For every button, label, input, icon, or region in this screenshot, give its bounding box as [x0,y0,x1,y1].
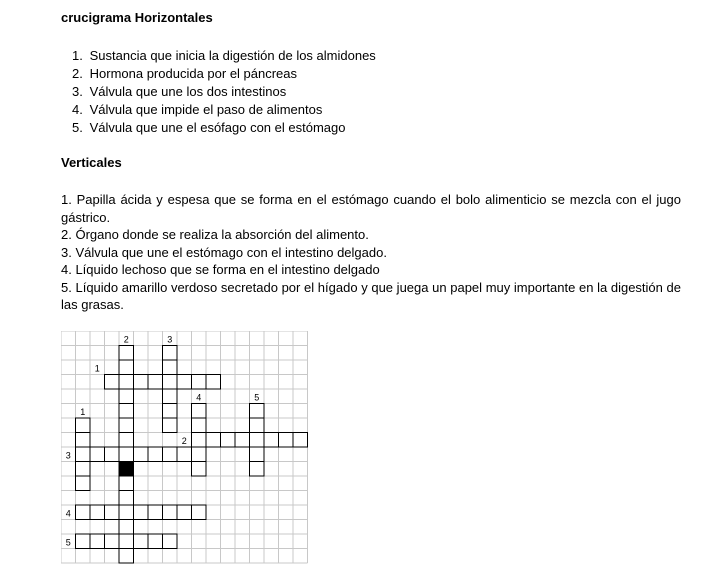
crossword-cell [76,433,91,448]
list-item: 3. Válvula que une el estómago con el intestino delgado. [61,244,387,260]
crossword-cell [134,534,149,549]
list-item: 2. Órgano donde se realiza la absorción del alimento. [61,227,369,242]
crossword-cell [76,462,91,477]
crossword-cell [134,375,149,390]
crossword-cell [177,375,192,390]
horizontal-clues [72,47,376,137]
clue-number: 2 [123,334,129,345]
crossword-cell [148,534,163,549]
list-item: 4. Líquido lechoso que se forma en el intestino delgado [61,262,380,277]
crossword-cell [119,505,134,520]
crossword-grid [61,331,313,571]
crossword-cell [250,433,265,448]
crossword-cell [250,404,265,419]
crossword-cell [119,549,134,564]
vertical-clues [61,191,681,314]
crossword-cell [90,447,105,462]
crossword-cell [119,476,134,491]
list-item: 2. Hormona producida por el páncreas [72,66,298,81]
crossword-cell [192,433,207,448]
clue-number: 3 [167,334,173,345]
crossword-cell [148,447,163,462]
crossword-cell [76,476,91,491]
crossword-cell [119,389,134,404]
crossword-cell [90,505,105,520]
list-item: 4. Válvula que impide el paso de alimentos [72,102,323,117]
crossword-cell [119,491,134,506]
crossword-cell [250,447,265,462]
crossword-cell [293,433,308,448]
crossword-cell [235,433,250,448]
crossword-cell [264,433,279,448]
crossword-cell [206,375,221,390]
page-title: crucigrama Horizontales [61,10,213,25]
crossword-cell [192,404,207,419]
list-item: 5. Válvula que une el esófago con el estómago [72,120,346,135]
crossword-cell [119,360,134,375]
crossword-cell [163,534,178,549]
crossword-cell [119,534,134,549]
crossword-cell [163,418,178,433]
crossword-cell [163,505,178,520]
crossword-cell [163,360,178,375]
crossword-cell [250,462,265,477]
clue-number: 1 [80,407,86,417]
clue-number: 3 [65,450,71,461]
crossword-cell [76,418,91,433]
crossword-cell [105,375,120,390]
crossword-cell [163,375,178,390]
crossword-cell [76,534,91,549]
list-item: 1. Papilla ácida y espesa que se forma en el estómago cuando el bolo alimenticio se mezcla con el jugo gástrico. [61,192,681,225]
crossword-cell [192,505,207,520]
list-item: 3. Válvula que une los dos intestinos [72,84,287,99]
crossword-cell [177,447,192,462]
crossword-cell [163,389,178,404]
crossword-cell [105,447,120,462]
clue-number: 4 [196,392,202,403]
crossword-cell [119,404,134,419]
crossword-cell [119,346,134,361]
crossword-cell [76,447,91,462]
crossword-cell [192,375,207,390]
clue-number: 5 [65,537,71,548]
crossword-cell [163,404,178,419]
clue-number: 5 [254,392,260,403]
crossword-cell [163,346,178,361]
crossword-cell [105,534,120,549]
crossword-cell [148,375,163,390]
crossword-cell [119,433,134,448]
crossword-cell [119,447,134,462]
crossword-cell [206,433,221,448]
section-heading-verticales: Verticales [61,155,122,170]
crossword-cell [134,505,149,520]
crossword-cell [192,418,207,433]
crossword-cell [221,433,236,448]
clue-number: 2 [181,436,187,446]
black-cell [119,462,134,477]
crossword-cell [119,375,134,390]
crossword-cell [90,534,105,549]
list-item: 5. Líquido amarillo verdoso secretado por el hígado y que juega un papel muy importante en la digestión de las grasas. [61,279,681,312]
crossword-cell [76,505,91,520]
crossword-cell [119,520,134,535]
crossword-cell [163,447,178,462]
crossword-cell [192,462,207,477]
crossword-cell [134,447,149,462]
crossword-cell [250,418,265,433]
crossword-cell [192,447,207,462]
crossword-cell [279,433,294,448]
list-item: 1. Sustancia que inicia la digestión de los almidones [72,48,376,63]
crossword-cell [148,505,163,520]
clue-number: 4 [65,508,71,519]
crossword-cell [119,418,134,433]
crossword-cell [105,505,120,520]
clue-number: 1 [94,363,100,374]
crossword-cell [177,505,192,520]
